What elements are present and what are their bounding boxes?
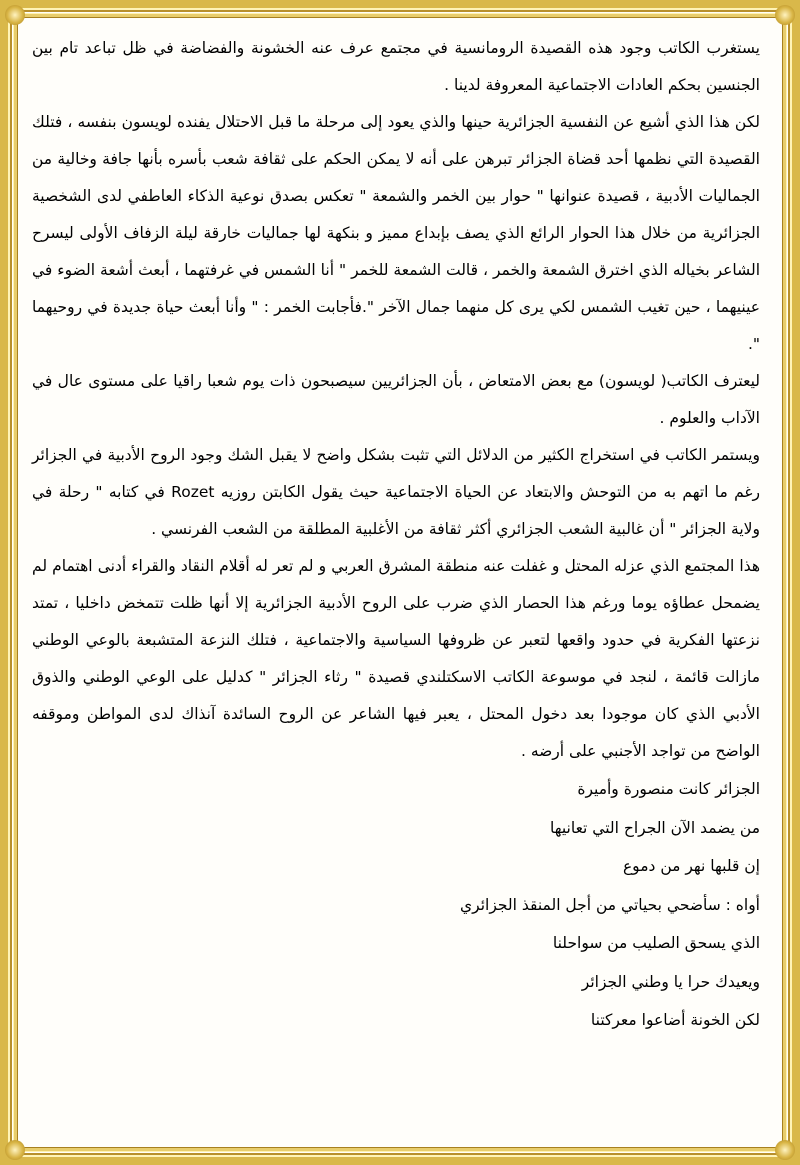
poem-verse: إن قلبها نهر من دموع [622,857,760,875]
corner-ornament [775,1140,795,1160]
corner-ornament [5,5,25,25]
paragraph: ليعترف الكاتب( لويسون) مع بعض الامتعاض ، بأن الجزائريين سيصبحون ذات يوم شعبا راقيا على مستوى عال في الآداب والعلوم . [32,372,760,427]
poem-verse: من يضمد الآن الجراح التي تعانيها [549,818,760,837]
poem-verse: لكن الخونة أضاعوا معركتنا [590,1011,760,1029]
poem-verse: الجزائر كانت منصورة وأميرة [577,780,760,798]
corner-ornament [5,1140,25,1160]
corner-ornament [775,5,795,25]
paragraph: ويستمر الكاتب في استخراج الكثير من الدلائل التي تثبت بشكل واضح لا يقبل الشك وجود الروح الأدبية في الجزائر رغم ما اتهم به من التوحش والابتعاد عن الحياة الاجتماعية حيث يقول الكابتن روزيه Rozet في كتابه " رحلة في ولاية الجزائر " أن غالبية الشعب الجزائري أكثر ثقافة من الأغلبية المطلقة من الشعب الفرنسي . [32,446,760,538]
paragraph: لكن هذا الذي أشيع عن النفسية الجزائرية حينها والذي يعود إلى مرحلة ما قبل الاحتلال يفنده لويسون بنفسه ، فتلك القصيدة التي نظمها أحد قضاة الجزائر تبرهن على أنه لا يمكن الحكم على ثقافة شعب بأسره بأنها جافة وخالية من الجماليات الأدبية ، قصيدة عنوانها " حوار بين الخمر والشمعة " تعكس بصدق نوعية الذكاء العاطفي لدى الشخصية الجزائرية من خلال هذا الحوار الرائع الذي يصف بإبداع مميز و بنكهة لها جماليات خارقة ليلة الزفاف الأولى ليسرح الشاعر بخياله الذي اخترق الشمعة والخمر ، قالت الشمعة للخمر " أنا الشمس في غرفتهما ، أبعث أشعة الضوء في عينيهما ، حين تغيب الشمس لكي يرى كل منهما جمال الآخر ".فأجابت الخمر : " وأنا أبعث حياة جديدة في روحيهما ". [32,113,760,353]
poem-verse: الذي يسحق الصليب من سواحلنا [552,934,760,952]
article-body [32,30,760,1040]
poem [32,770,760,1040]
paragraph: يستغرب الكاتب وجود هذه القصيدة الرومانسية في مجتمع عرف عنه الخشونة والفضاضة في ظل تباعد تام بين الجنسين بحكم العادات الاجتماعية المعروفة لدينا . [32,39,760,94]
poem-verse: أواه : سأضحي بحياتي من أجل المنقذ الجزائري [460,895,760,914]
poem-verse: ويعيدك حرا يا وطني الجزائر [581,972,760,991]
paragraph: هذا المجتمع الذي عزله المحتل و غفلت عنه منطقة المشرق العربي و لم تعر له أقلام النقاد والقراء أدنى اهتمام لم يضمحل عطاؤه يوما ورغم هذا الحصار الذي ضرب على الروح الأدبية الجزائرية إلا أنها ظلت تتمخض داخليا ، تمتد نزعتها الفكرية في حدود واقعها لتعبر عن ظروفها السياسية والاجتماعية ، فتلك النزعة المتشبعة بالوعي الوطني مازالت قائمة ، لنجد في موسوعة الكاتب الاسكتلندي قصيدة " رثاء الجزائر " كدليل على الوعي الوطني والذوق الأدبي الذي كان موجودا بعد دخول المحتل ، يعبر فيها الشاعر عن الروح السائدة آنذاك لدى المواطن وموقفه الواضح من تواجد الأجنبي على أرضه . [32,557,760,760]
